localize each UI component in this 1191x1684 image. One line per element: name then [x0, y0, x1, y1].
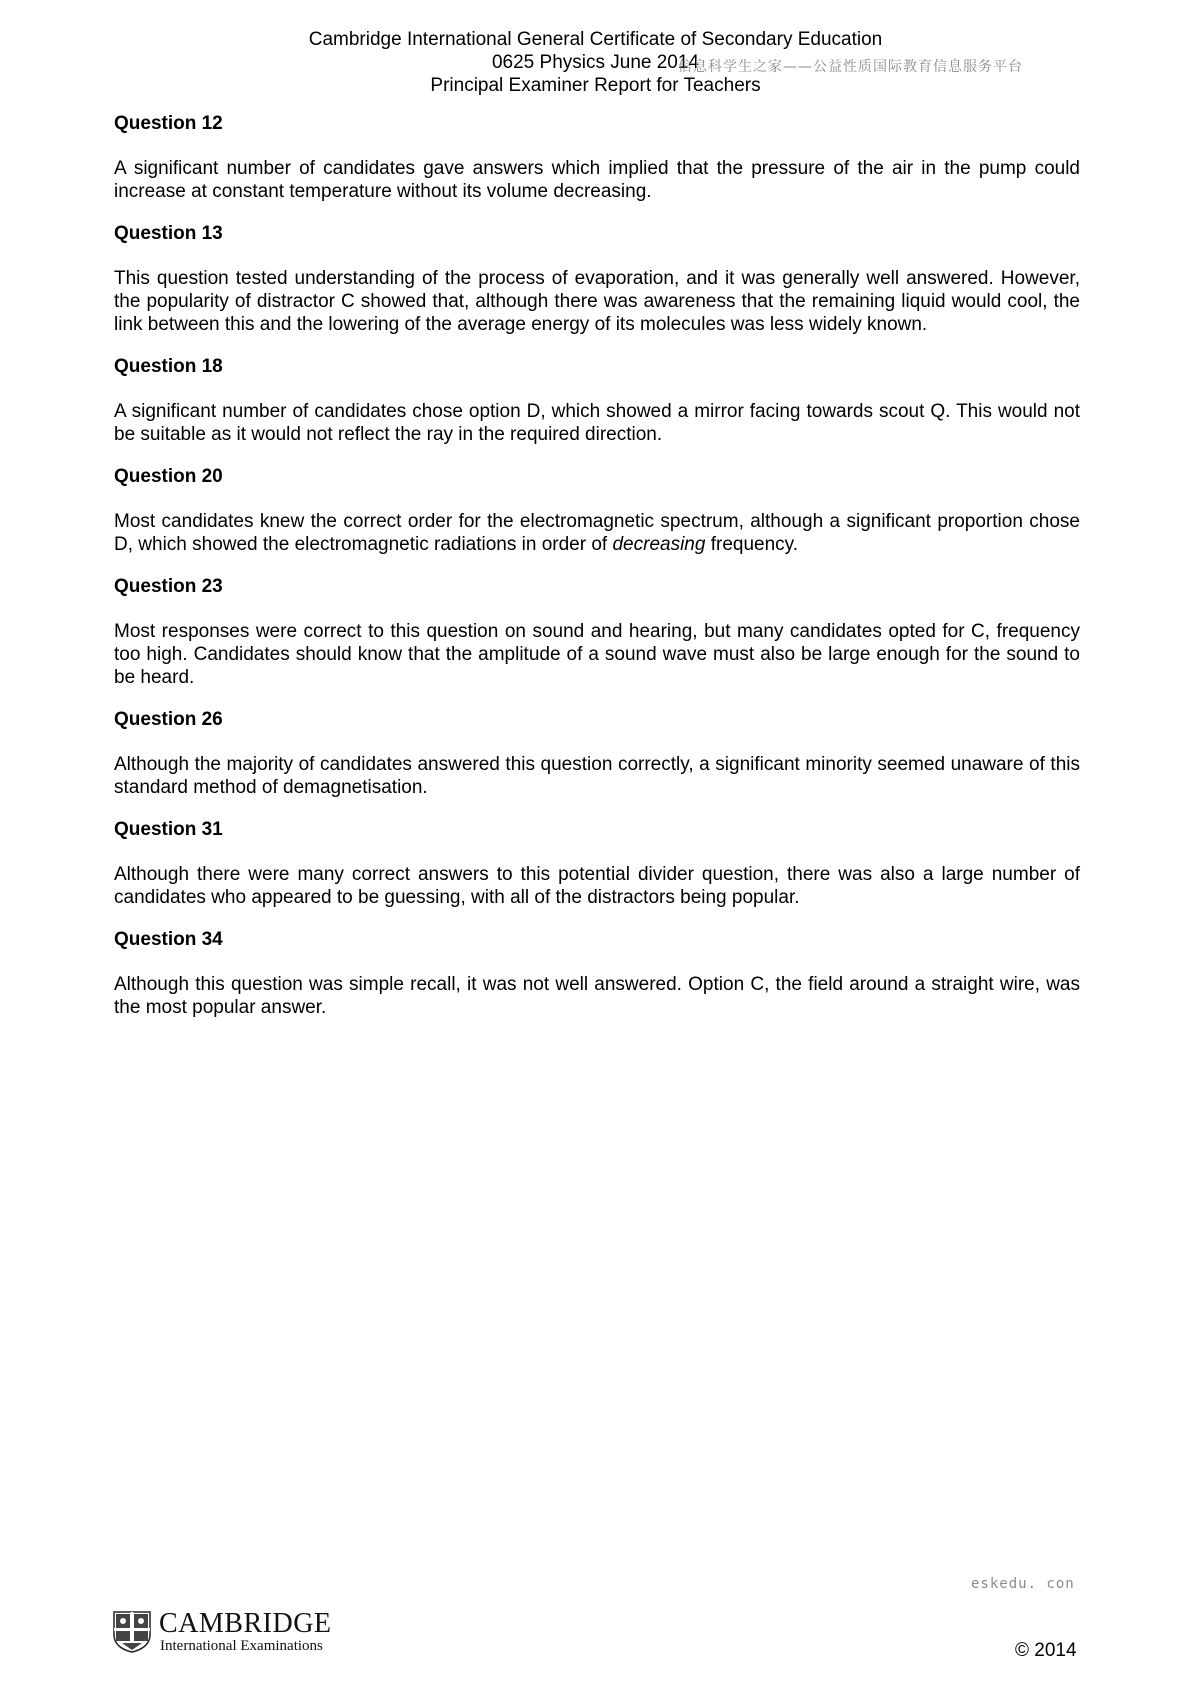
- question-section: [114, 112, 1080, 203]
- header-watermark: 信息科学生之家——公益性质国际教育信息服务平台: [678, 59, 1023, 75]
- question-text: Although there were many correct answers to this potential divider question, there was also a large number of candidates who appeared to be guessing, with all of the distractors being popular.: [114, 864, 1080, 908]
- question-section: [114, 818, 1080, 909]
- question-title: Question 13: [114, 223, 223, 244]
- question-title: Question 23: [114, 576, 223, 597]
- question-section: [114, 355, 1080, 446]
- question-text: Although this question was simple recall, it was not well answered. Option C, the field around a straight wire, was the most popular answer.: [114, 974, 1080, 1018]
- report-header: [0, 28, 1191, 97]
- logo-title: CAMBRIDGE: [159, 1608, 332, 1639]
- logo-subtitle: International Examinations: [160, 1638, 323, 1654]
- question-section: [114, 708, 1080, 799]
- question-text: A significant number of candidates gave answers which implied that the pressure of the air in the pump could increase at constant temperature without its volume decreasing.: [114, 158, 1080, 202]
- question-section: [114, 928, 1080, 1019]
- cambridge-logo: [113, 1609, 353, 1655]
- question-title: Question 26: [114, 709, 223, 730]
- question-text: Most responses were correct to this question on sound and hearing, but many candidates opted for C, frequency too high. Candidates should know that the amplitude of a sound wave must also be large enough for the sound to be heard.: [114, 621, 1080, 688]
- question-text: Although the majority of candidates answered this question correctly, a significant minority seemed unaware of this standard method of demagnetisation.: [114, 754, 1080, 798]
- header-line-3: Principal Examiner Report for Teachers: [430, 75, 761, 96]
- footer-watermark: eskedu. con: [971, 1576, 1075, 1592]
- question-text: This question tested understanding of the process of evaporation, and it was generally well answered. However, the popularity of distractor C showed that, although there was awareness that the remaining liquid would cool, the link between this and the lowering of the average energy of its molecules was less widely known.: [114, 268, 1080, 335]
- question-section: [114, 575, 1080, 689]
- question-text-part: Most candidates knew the correct order for the electromagnetic spectrum, although a significant proportion chose D, which showed the electromagnetic radiations in order of: [114, 511, 1080, 555]
- question-title: Question 20: [114, 466, 223, 487]
- question-title: Question 18: [114, 356, 223, 377]
- question-text-part: frequency.: [705, 534, 799, 555]
- question-text: [114, 510, 1080, 556]
- header-line-2: 0625 Physics June 2014: [491, 52, 700, 73]
- header-line-1: Cambridge International General Certificate of Secondary Education: [308, 29, 883, 50]
- report-body: [114, 112, 1080, 1038]
- question-title: Question 34: [114, 929, 223, 950]
- question-section: [114, 222, 1080, 336]
- question-section: [114, 465, 1080, 556]
- question-text: A significant number of candidates chose option D, which showed a mirror facing towards scout Q. This would not be suitable as it would not reflect the ray in the required direction.: [114, 401, 1080, 445]
- question-title: Question 31: [114, 819, 223, 840]
- copyright: © 2014: [1015, 1640, 1077, 1661]
- crest-icon: [113, 1611, 151, 1653]
- question-text-emphasis: decreasing: [612, 534, 706, 555]
- question-title: Question 12: [114, 113, 223, 134]
